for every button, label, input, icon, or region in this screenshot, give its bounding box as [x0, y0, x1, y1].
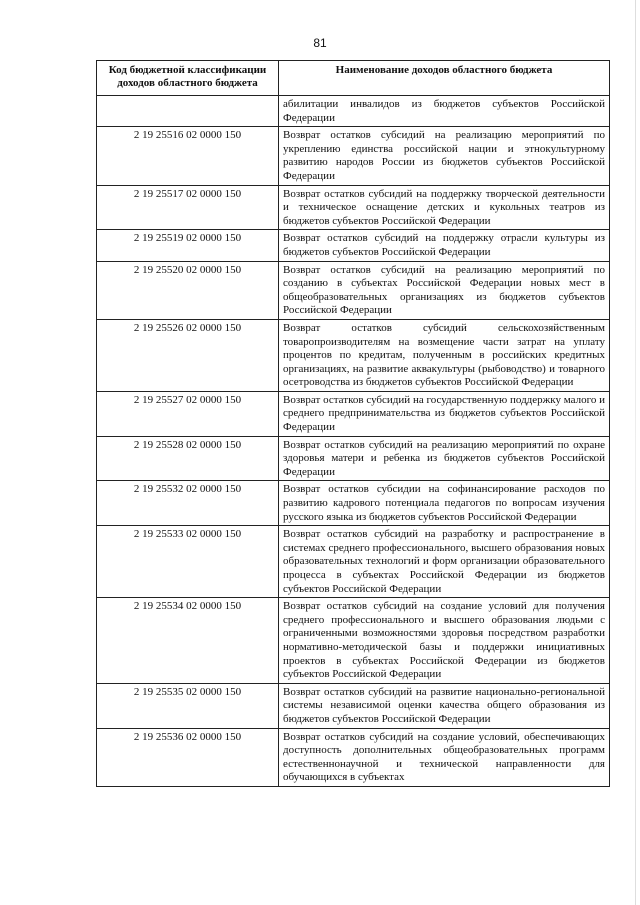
row-code-cell: 2 19 25519 02 0000 150 [97, 230, 279, 261]
row-code-cell: 2 19 25520 02 0000 150 [97, 261, 279, 319]
row-name-cell: Возврат остатков субсидий на реализацию мероприятий по созданию в субъектах Российской Федерации новых мест в общеобразовательных организациях из бюджетов субъектов Российской Федерации [279, 261, 610, 319]
row-code-cell: 2 19 25527 02 0000 150 [97, 391, 279, 436]
row-code-cell: 2 19 25532 02 0000 150 [97, 481, 279, 526]
row-name-cell: Возврат остатков субсидий на поддержку творческой деятельности и техническое оснащение детских и кукольных театров из бюджетов субъектов Российской Федерации [279, 185, 610, 230]
row-code-cell: 2 19 25535 02 0000 150 [97, 683, 279, 728]
row-name-cell: Возврат остатков субсидий на развитие национально-региональной системы независимой оценки качества общего образования из бюджетов субъектов Российской Федерации [279, 683, 610, 728]
row-name-cell: Возврат остатков субсидий на создание условий для получения среднего профессионального и высшего образования людьми с ограниченными возможностями здоровья посредством разработки нормативно-методической базы и поддержки инициативных проектов в субъектах Российской Федерации из бюджетов субъектов Российской Федерации [279, 598, 610, 684]
table-row [97, 481, 610, 526]
row-name-cell: Возврат остатков субсидий на поддержку отрасли культуры из бюджетов субъектов Российской Федерации [279, 230, 610, 261]
row-code-cell [97, 96, 279, 127]
row-code-cell: 2 19 25526 02 0000 150 [97, 319, 279, 391]
row-code-cell: 2 19 25534 02 0000 150 [97, 598, 279, 684]
table-row [97, 391, 610, 436]
row-name-cell: абилитации инвалидов из бюджетов субъектов Российской Федерации [279, 96, 610, 127]
row-name-cell: Возврат остатков субсидий на государственную поддержку малого и среднего предпринимательства из бюджетов субъектов Российской Федерации [279, 391, 610, 436]
table-row [97, 683, 610, 728]
table-row [97, 230, 610, 261]
row-code-cell: 2 19 25528 02 0000 150 [97, 436, 279, 481]
table-row [97, 728, 610, 786]
table-row [97, 598, 610, 684]
scan-edge-line [635, 0, 636, 905]
column-header-name: Наименование доходов областного бюджета [279, 61, 610, 96]
row-name-cell: Возврат остатков субсидии на софинансирование расходов по развитию кадрового потенциала педагогов по вопросам изучения русского языка из бюджетов субъектов Российской Федерации [279, 481, 610, 526]
row-code-cell: 2 19 25536 02 0000 150 [97, 728, 279, 786]
table-row [97, 319, 610, 391]
table-row [97, 96, 610, 127]
row-name-cell: Возврат остатков субсидий на разработку и распространение в системах среднего профессионального, высшего образования новых образовательных технологий и форм организации образовательного процесса в субъектах Российской Федерации из бюджетов субъектов Российской Федерации [279, 526, 610, 598]
row-code-cell: 2 19 25517 02 0000 150 [97, 185, 279, 230]
row-name-cell: Возврат остатков субсидий на реализацию мероприятий по укреплению единства российской нации и этнокультурному развитию народов России из бюджетов субъектов Российской Федерации [279, 127, 610, 185]
budget-revenue-table [96, 60, 610, 787]
table-row [97, 185, 610, 230]
table-row [97, 526, 610, 598]
row-name-cell: Возврат остатков субсидий сельскохозяйственным товаропроизводителям на возмещение части затрат на уплату процентов по кредитам, полученным в российских кредитных организациях, на развитие аквакультуры (рыбоводство) и товарного осетроводства из бюджетов субъектов Российской Федерации [279, 319, 610, 391]
table-row [97, 127, 610, 185]
table-row [97, 261, 610, 319]
table-row [97, 436, 610, 481]
row-code-cell: 2 19 25533 02 0000 150 [97, 526, 279, 598]
row-name-cell: Возврат остатков субсидий на создание условий, обеспечивающих доступность дополнительных общеобразовательных программ естественнонаучной и технической направленности для обучающихся в субъектах [279, 728, 610, 786]
row-code-cell: 2 19 25516 02 0000 150 [97, 127, 279, 185]
page-number: 81 [313, 36, 327, 50]
column-header-code: Код бюджетной классификации доходов областного бюджета [97, 61, 279, 96]
row-name-cell: Возврат остатков субсидий на реализацию мероприятий по охране здоровья матери и ребенка из бюджетов субъектов Российской Федерации [279, 436, 610, 481]
table-header-row [97, 61, 610, 96]
